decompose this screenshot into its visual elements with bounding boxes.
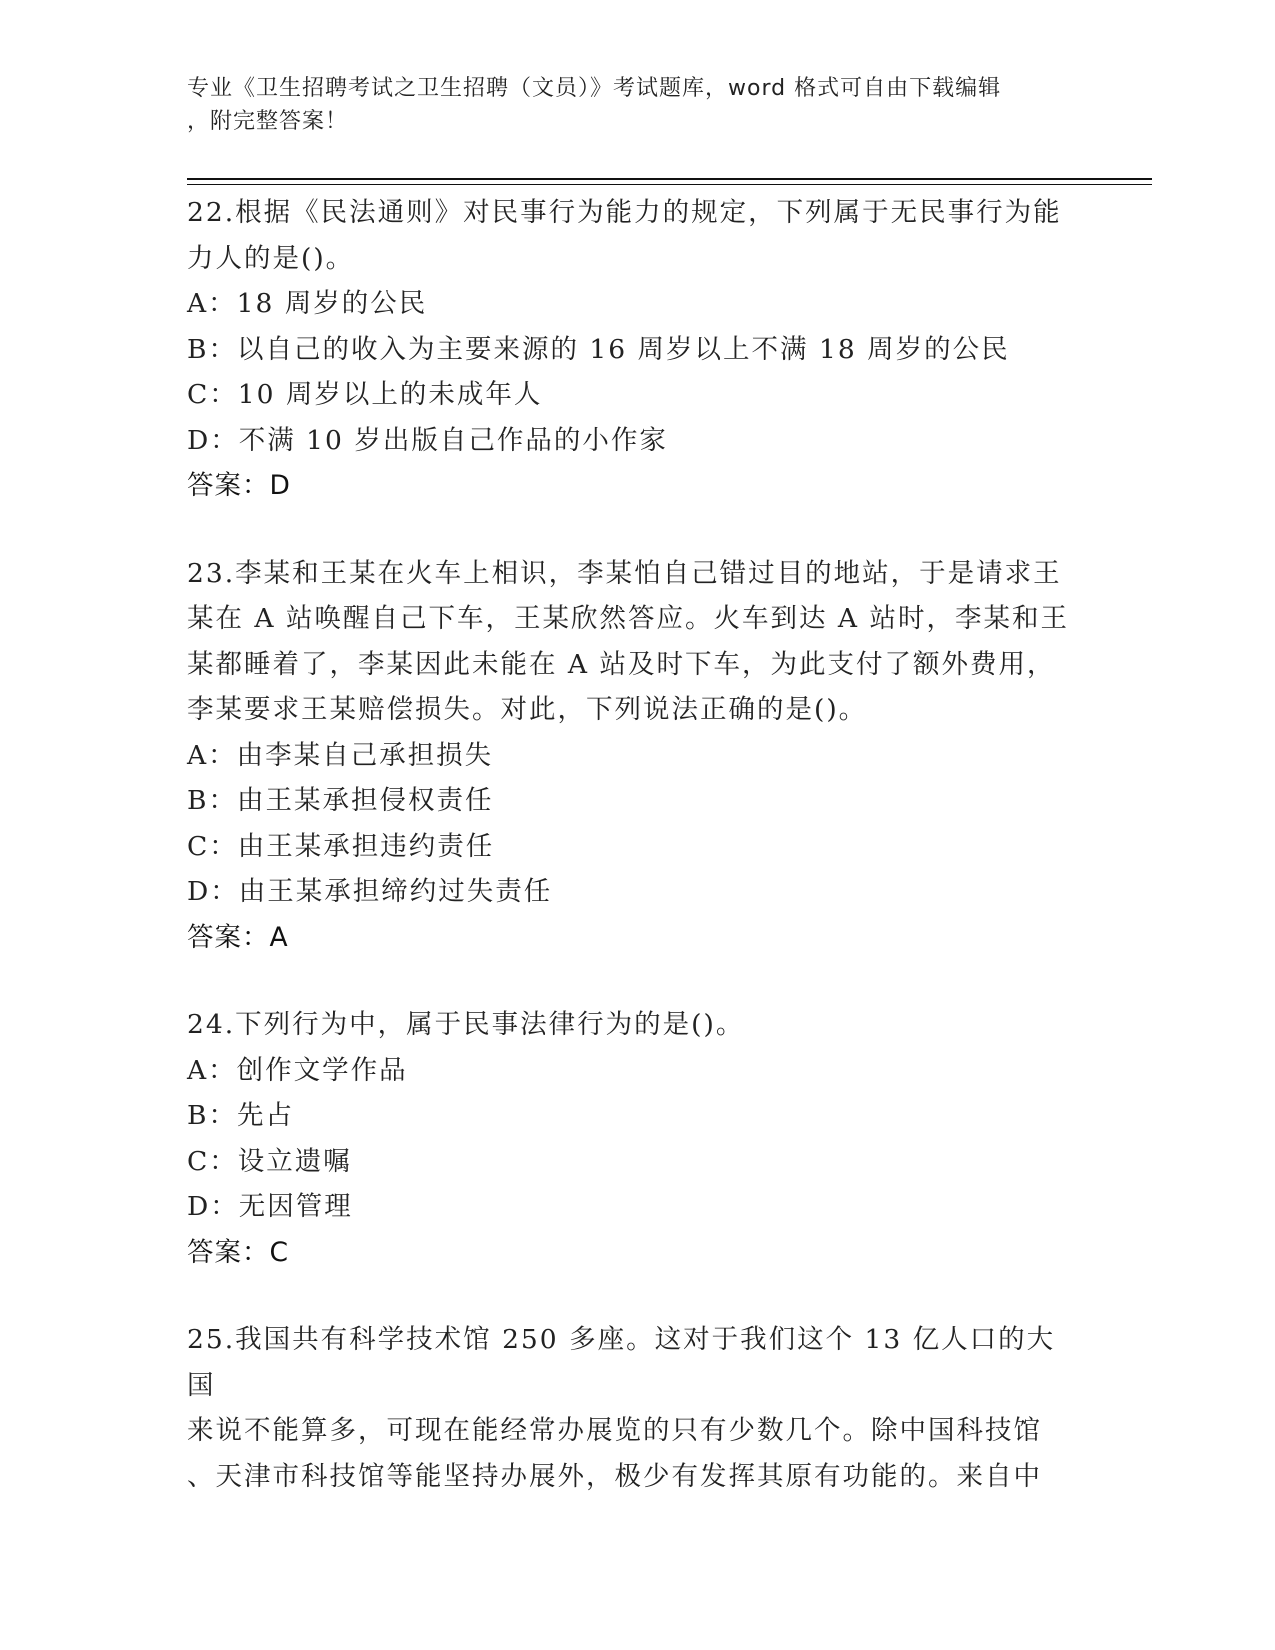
header-divider-thick	[187, 178, 1152, 180]
question-stem-line: 22.根据《民法通则》对民事行为能力的规定，下列属于无民事行为能	[187, 197, 1062, 228]
question-stem-line: 23.李某和王某在火车上相识，李某怕自己错过目的地站，于是请求王	[187, 557, 1062, 589]
answer-line: 答案：A	[187, 921, 289, 953]
option-a: A：由李某自己承担损失	[187, 739, 494, 771]
option-a: A：18 周岁的公民	[187, 288, 428, 319]
question-stem-line: 来说不能算多，可现在能经常办展览的只有少数几个。除中国科技馆	[187, 1415, 1042, 1446]
question-stem-line: 、天津市科技馆等能坚持办展外，极少有发挥其原有功能的。来自中	[187, 1460, 1042, 1492]
option-b: B：以自己的收入为主要来源的 16 周岁以上不满 18 周岁的公民	[187, 333, 1010, 365]
question-list	[187, 190, 1087, 1541]
option-c: C：10 周岁以上的未成年人	[187, 379, 543, 410]
option-d: D：不满 10 岁出版自己作品的小作家	[187, 424, 668, 456]
option-a: A：创作文学作品	[187, 1054, 408, 1086]
option-d: D：由王某承担缔约过失责任	[187, 876, 553, 907]
option-c: C：由王某承担违约责任	[187, 830, 495, 862]
header-line-1: 专业《卫生招聘考试之卫生招聘（文员）》考试题库，word 格式可自由下载编辑	[187, 76, 1002, 101]
document-header	[187, 72, 1067, 138]
header-line-2: ，附完整答案！	[187, 109, 349, 134]
question-22	[187, 190, 1087, 509]
option-b: B：先占	[187, 1100, 294, 1131]
question-stem-line: 25.我国共有科学技术馆 250 多座。这对于我们这个 13 亿人口的大国	[187, 1324, 1056, 1401]
option-d: D：无因管理	[187, 1191, 353, 1222]
question-stem-line: 某都睡着了，李某因此未能在 A 站及时下车，为此支付了额外费用，	[187, 648, 1056, 680]
question-24	[187, 1002, 1087, 1275]
option-c: C：设立遗嘱	[187, 1145, 352, 1177]
question-stem-line: 李某要求王某赔偿损失。对此，下列说法正确的是()。	[187, 694, 868, 725]
header-divider-thin	[187, 184, 1152, 185]
answer-line: 答案：D	[187, 470, 291, 501]
option-b: B：由王某承担侵权责任	[187, 785, 494, 816]
question-25	[187, 1317, 1087, 1499]
question-stem-line: 24.下列行为中，属于民事法律行为的是()。	[187, 1009, 745, 1040]
question-23	[187, 551, 1087, 961]
question-stem-line: 力人的是()。	[187, 242, 355, 274]
question-stem-line: 某在 A 站唤醒自己下车，王某欣然答应。火车到达 A 站时，李某和王	[187, 603, 1069, 634]
answer-line: 答案：C	[187, 1236, 290, 1268]
